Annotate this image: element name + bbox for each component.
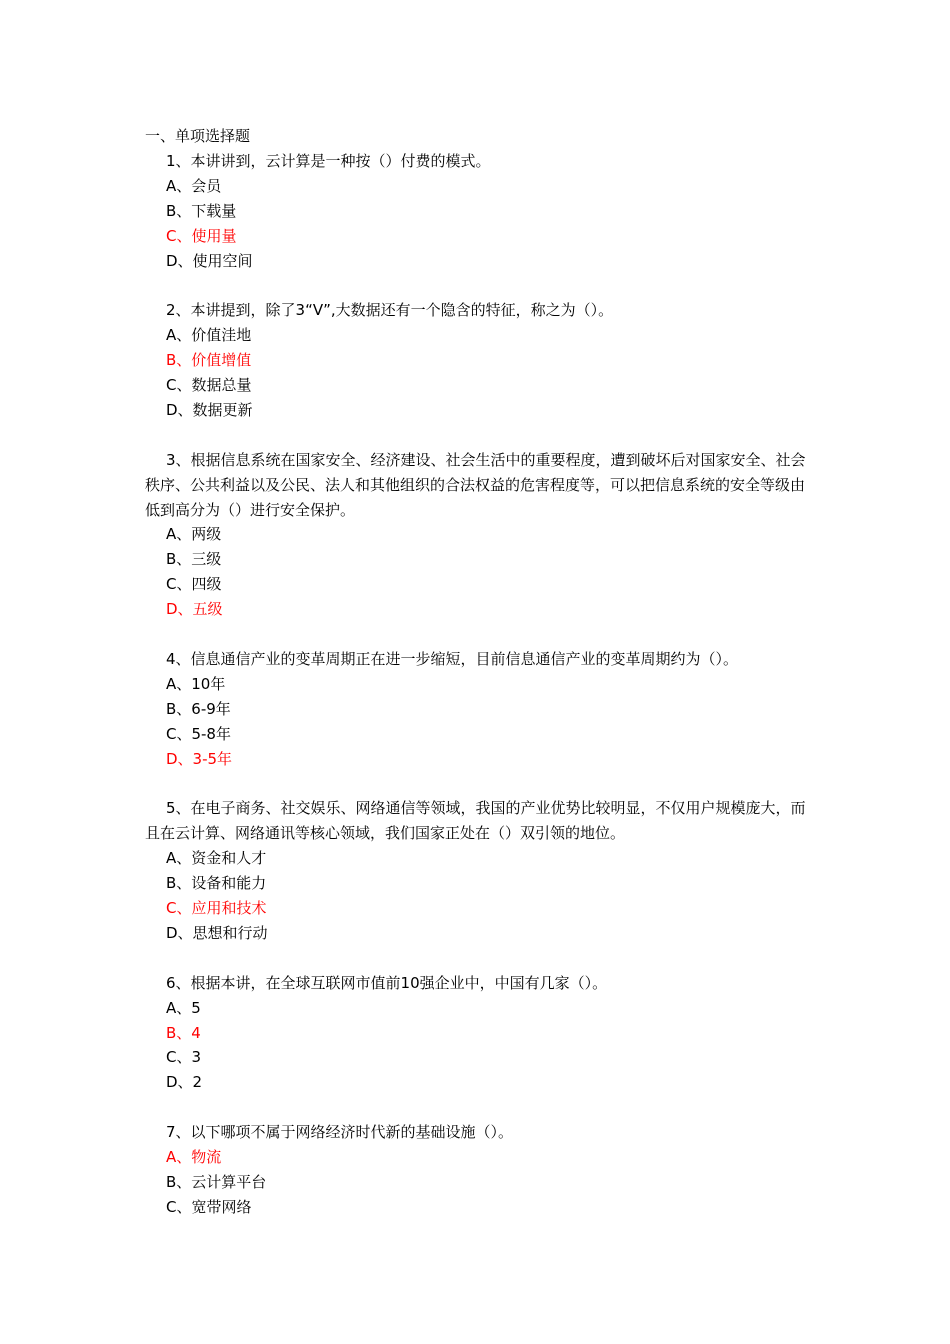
option-b-correct: B、价值增值 [166,351,252,370]
option-d: D、2 [166,1073,203,1092]
exam-document [145,124,815,1220]
spacer [145,423,815,448]
question-text: 1、本讲讲到，云计算是一种按（）付费的模式。 [166,151,491,170]
question-text: 3、根据信息系统在国家安全、经济建设、社会生活中的重要程度，遭到破坏后对国家安全、社会秩序、公共利益以及公民、法人和其他组织的合法权益的危害程度等，可以把信息系统的安全等级由低到高分为（）进行安全保护。 [145,450,806,519]
option-b: B、设备和能力 [166,874,267,893]
option-b-correct: B、4 [166,1023,201,1042]
question-block [145,796,815,945]
option-a: A、资金和人才 [166,849,267,868]
option-d-correct: D、3-5年 [166,749,233,768]
option-c: C、四级 [166,575,222,594]
option-a: A、5 [166,998,201,1017]
option-a-correct: A、物流 [166,1148,222,1167]
option-c: C、宽带网络 [166,1197,252,1216]
spacer [145,772,815,797]
question-block [145,1120,815,1220]
option-b: B、云计算平台 [166,1172,267,1191]
option-b: B、6-9年 [166,699,231,718]
option-c: C、5-8年 [166,724,231,743]
option-c: C、数据总量 [166,376,252,395]
option-d: D、使用空间 [166,251,253,270]
option-c-correct: C、应用和技术 [166,899,267,918]
question-block [145,647,815,772]
question-block [145,971,815,1096]
option-a: A、会员 [166,176,222,195]
option-b: B、三级 [166,550,222,569]
option-d-correct: D、五级 [166,600,223,619]
spacer [145,622,815,647]
question-block [145,298,815,423]
spacer [145,273,815,298]
question-block [145,149,815,274]
option-a: A、价值洼地 [166,326,252,345]
question-text: 7、以下哪项不属于网络经济时代新的基础设施（）。 [166,1123,514,1142]
spacer [145,946,815,971]
spacer [145,1095,815,1120]
option-d: D、数据更新 [166,400,253,419]
question-text: 2、本讲提到，除了3“V”,大数据还有一个隐含的特征，称之为（）。 [166,301,614,320]
option-c: C、3 [166,1048,202,1067]
option-d: D、思想和行动 [166,923,268,942]
option-b: B、下载量 [166,201,237,220]
option-a: A、10年 [166,674,226,693]
question-text: 5、在电子商务、社交娱乐、网络通信等领域，我国的产业优势比较明显，不仅用户规模庞大，而且在云计算、网络通讯等核心领域，我们国家正处在（）双引领的地位。 [145,799,806,843]
question-text: 4、信息通信产业的变革周期正在进一步缩短，目前信息通信产业的变革周期约为（）。 [166,649,739,668]
question-block [145,448,815,622]
option-c-correct: C、使用量 [166,226,237,245]
question-text: 6、根据本讲，在全球互联网市值前10强企业中，中国有几家（）。 [166,973,608,992]
section-title: 一、单项选择题 [145,127,251,145]
option-a: A、两级 [166,525,222,544]
